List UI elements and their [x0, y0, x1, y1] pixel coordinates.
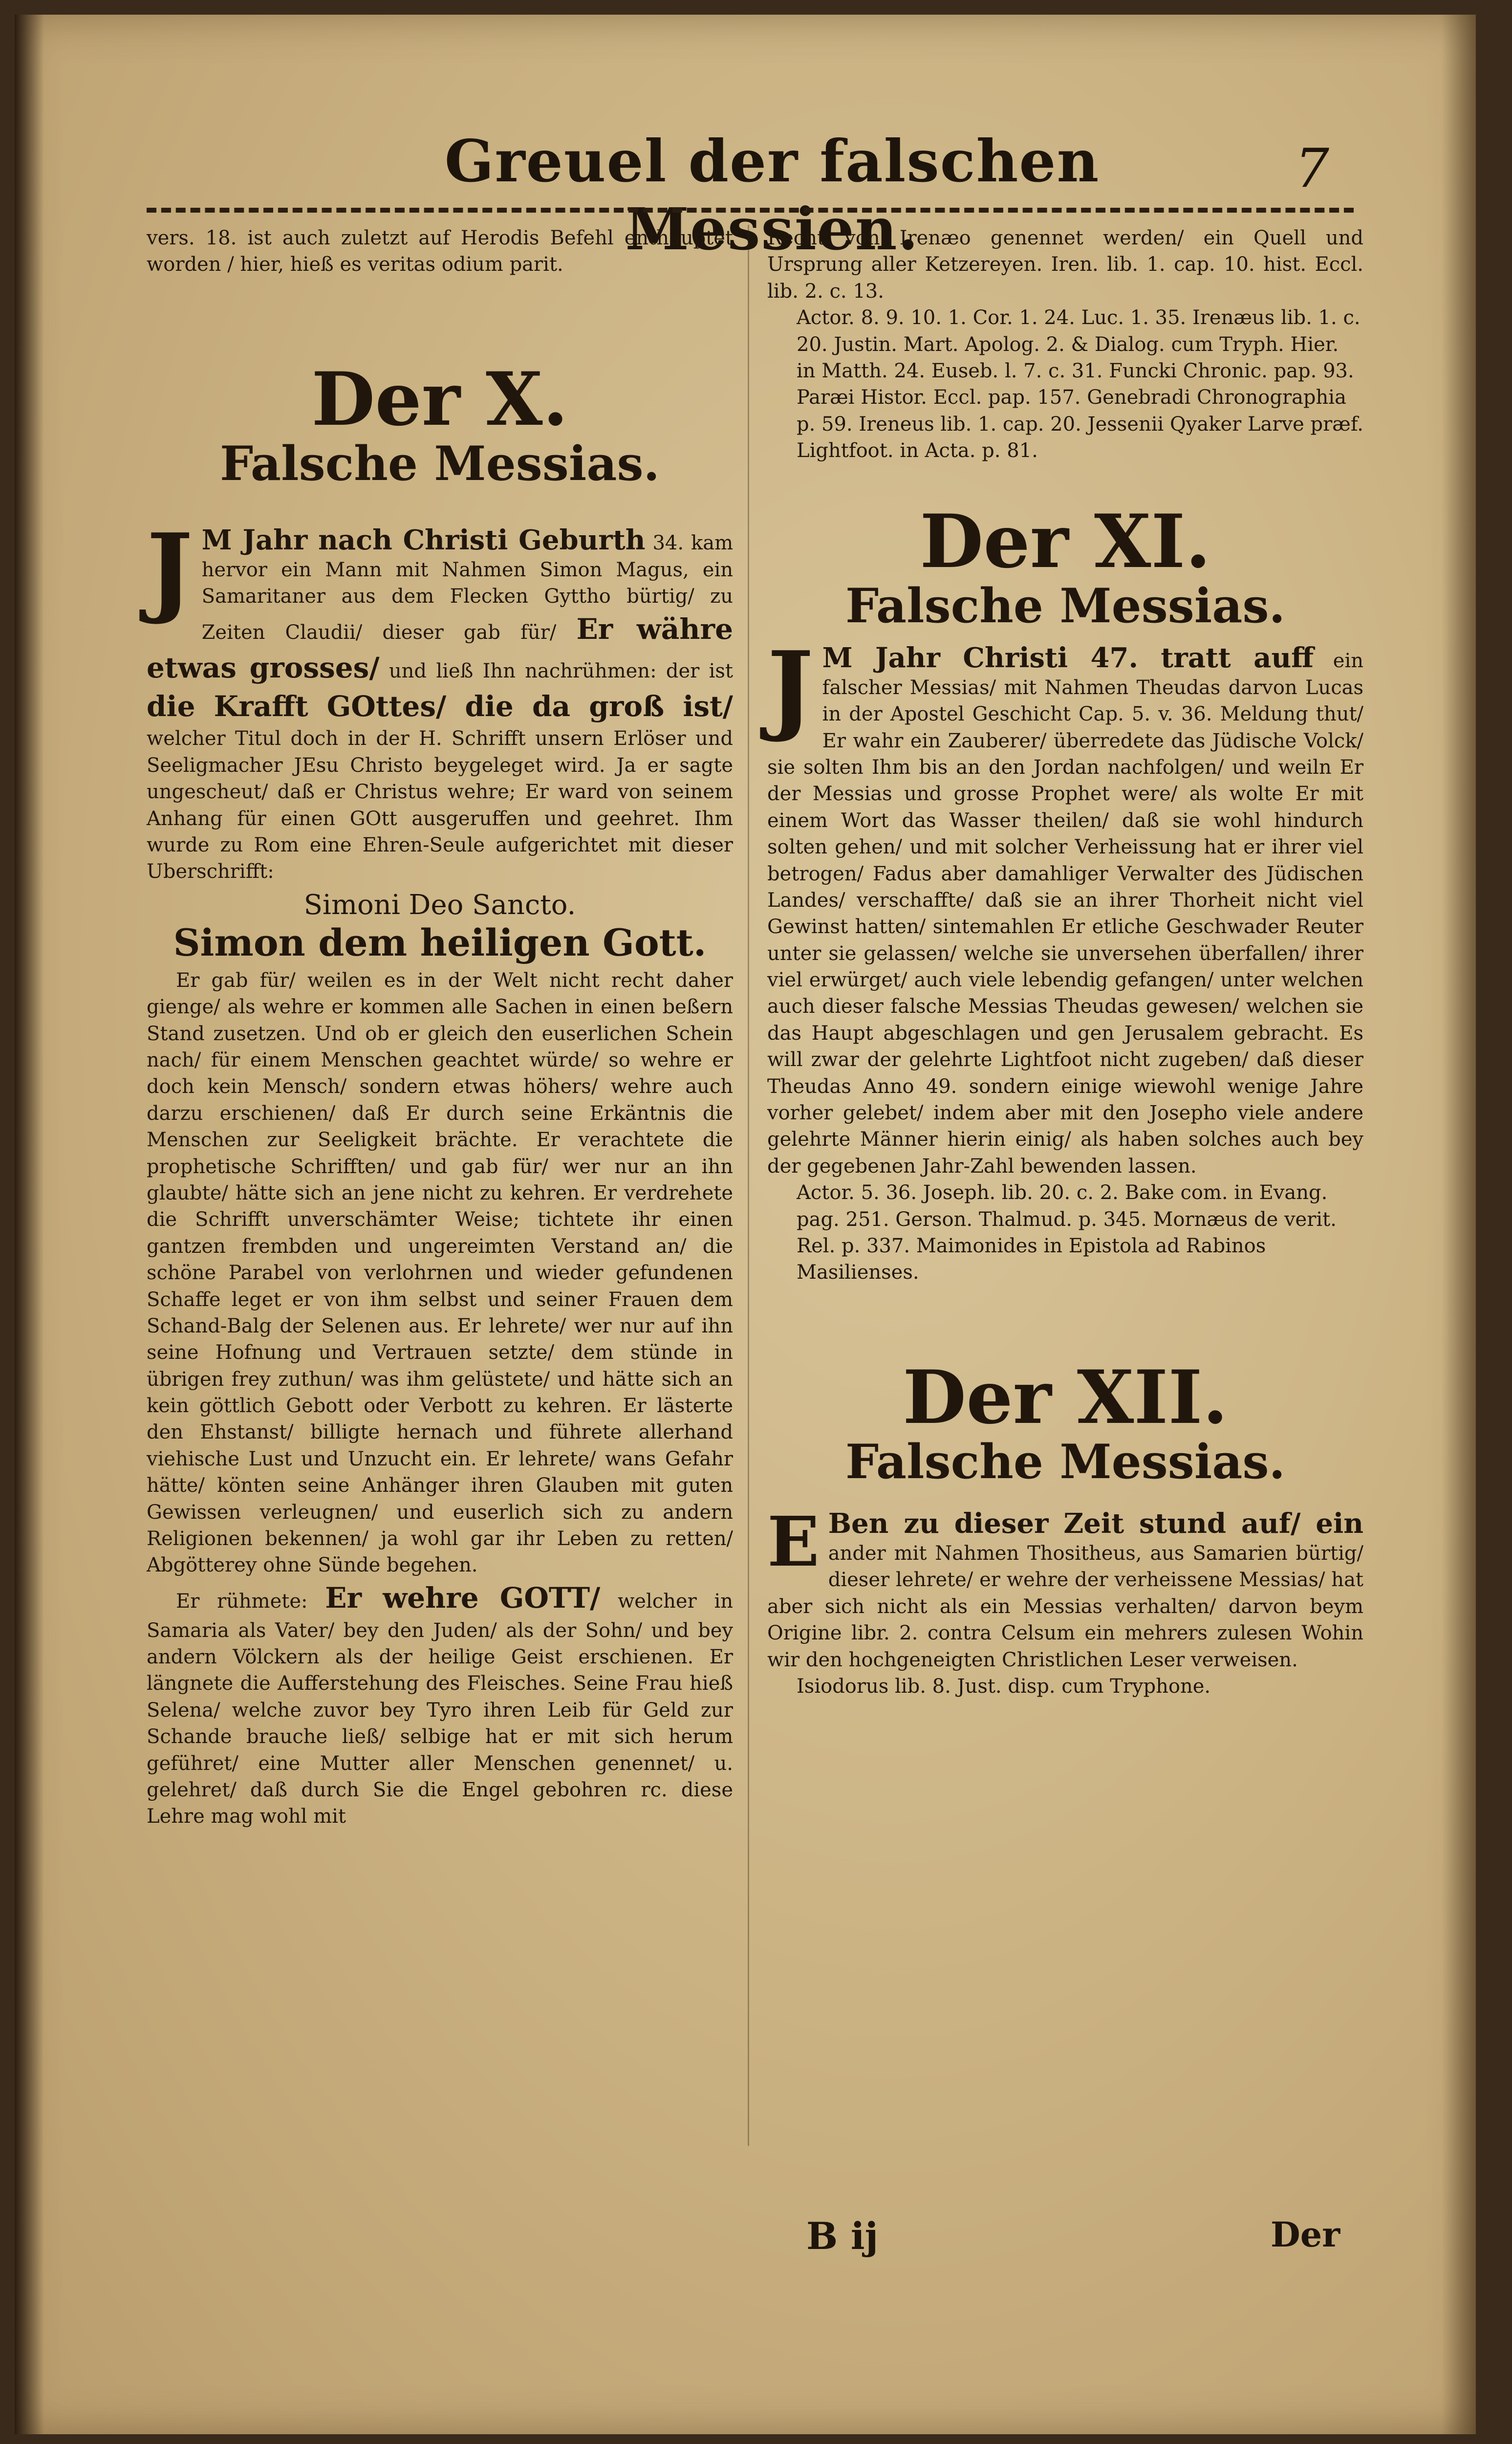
section-xii-paragraph — [767, 1502, 1363, 1673]
left-column — [147, 225, 733, 1830]
section-xi-paragraph — [767, 630, 1363, 1180]
section-xi-lead: M Jahr Christi 47. tratt auff — [822, 641, 1314, 674]
binding-gutter — [15, 15, 44, 2434]
section-xi-body: ein falscher Messias/ mit Nahmen Theudas darvon Lucas in der Apostel Geschicht Cap. 5. v. 36. Meldung thut/ Er wahr ein Zauberer/ überredete das Jüdische Volck/ sie solten Ihm bis an den Jordan nachfolgen/ und weiln Er der Messias und grosse Prophet were/ als wolte Er mit einem Wort das Wasser theilen/ daß sie wohl hindurch solten gehen/ und mit solcher Verheissung hat er ihrer viel betrogen/ Fadus aber damahliger Verwalter des Jüdischen Landes/ verschaffte/ daß sie an ihrer Thorheit nicht viel Gewinst hatten/ sintemahlen Er etliche Geschwader Reuter unter sie gelassen/ welche sie unversehen überfallen/ ihrer viel erwürget/ auch viele lebendig gefangen/ unter welchen auch dieser falsche Messias Theudas gewesen/ welchen sie das Haupt abgeschlagen und gen Jerusalem gebracht. Es will zwar der gelehrte Lightfoot nicht zugeben/ daß dieser Theudas Anno 49. sondern einige wiewohl wenige Jahre vorher gelebet/ indem aber mit den Josepho viele andere gelehrte Männer hierin einig/ als haben solches auch bey der gegebenen Jahr-Zahl bewenden lassen. — [767, 649, 1363, 1178]
section-x-number: Der X. — [311, 356, 568, 442]
catchword: Der — [1271, 2214, 1340, 2255]
header-rule — [147, 208, 1354, 213]
section-x-paragraph-3 — [147, 1579, 733, 1830]
section-xi-number: Der XI. — [920, 498, 1211, 585]
page-number: 7 — [1295, 137, 1329, 199]
section-x-dropcap: J — [147, 512, 193, 627]
section-x-text-a: 34. kam hervor ein Mann mit Nahmen Simon Magus, ein Samaritaner aus dem Flecken Gyttho bürtig/ zu Zeiten Claudii/ dieser gab für/ — [201, 531, 734, 644]
page-edge-shadow — [1442, 15, 1476, 2434]
section-xii-references: Isiodorus lib. 8. Just. disp. cum Tryphone. — [797, 1675, 1211, 1698]
section-xii-dropcap: E — [767, 1502, 820, 1582]
right-column — [767, 225, 1363, 1700]
section-x-emphasis-1: Er währe etwas grosses/ — [147, 612, 733, 684]
section-x-emphasis-3: Er wehre GOTT/ — [325, 1581, 601, 1615]
section-x-text-d: Er rühmete: — [176, 1590, 308, 1613]
section-xi-references: Actor. 5. 36. Joseph. lib. 20. c. 2. Bake com. in Evang. pag. 251. Gerson. Thalmud. p. 345. Mornæus de verit. Rel. p. 337. Maimonides in Epistola ad Rabinos Masilienses. — [797, 1181, 1337, 1284]
inscription-latin: Simoni Deo Sancto. — [303, 889, 576, 921]
continuation-text: Recht von Irenæo genennet werden/ ein Quell und Ursprung aller Ketzereyen. Iren. lib. 1. cap. 10. hist. Eccl. lib. 2. c. 13. — [767, 227, 1363, 303]
section-x-text-e: welcher in Samaria als Vater/ bey den Juden/ als der Sohn/ und bey andern Völckern als der heilige Geist erschienen. Er längnete die Aufferstehung des Fleisches. Seine Frau hieß Selena/ welche zuvor bey Tyro ihren Leib für Geld zur Schande brauche ließ/ selbige hat er mit sich herum geführet/ eine Mutter aller Menschen genennet/ u. gelehret/ daß durch Sie die Engel gebohren rc. diese Lehre mag wohl mit — [147, 1590, 733, 1828]
section-x-text-c: welcher Titul doch in der H. Schrifft unsern Erlöser und Seeligmacher JEsu Christo beygeleget wird. Ja er sagte ungescheut/ daß er Christus wehre; Er ward von seinem Anhang für einen GOtt ausgeruffen und geehret. Ihm wurde zu Rom eine Ehren-Seule aufgerichtet mit dieser Uberschrifft: — [147, 727, 733, 883]
section-x-paragraph-1 — [147, 512, 734, 885]
section-xii-lead: Ben zu dieser Zeit stund auf/ ein — [828, 1507, 1363, 1540]
section-xii-subtitle: Falsche Messias. — [845, 1434, 1285, 1490]
section-x-emphasis-2: die Krafft GOttes/ die da groß ist/ — [147, 689, 733, 723]
section-xii-body: ander mit Nahmen Thositheus, aus Samarien bürtig/ dieser lehrete/ er wehre der verheissene Messias/ hat aber sich nicht als ein Messias verhalten/ darvon beym Origine libr. 2. contra Celsum ein mehrers zulesen Wohin wir den hochgeneigten Christlichen Leser verweisen. — [767, 1542, 1363, 1671]
section-x-lead: M Jahr nach Christi Geburth — [201, 524, 646, 556]
section-xi-subtitle: Falsche Messias. — [845, 578, 1285, 634]
intro-text: vers. 18. ist auch zuletzt auf Herodis Befehl enthauptet worden / hier, hieß es veritas odium parit. — [147, 227, 733, 276]
inscription-german: Simon dem heiligen Gott. — [173, 920, 707, 964]
section-x-text-b: und ließ Ihn nachrühmen: der ist — [389, 659, 734, 682]
section-x-subtitle: Falsche Messias. — [220, 436, 660, 492]
column-divider — [748, 225, 749, 2146]
running-title: Greuel der falschen Messien. — [444, 127, 1100, 263]
section-x-paragraph-2: Er gab für/ weilen es in der Welt nicht recht daher gienge/ als wehre er kommen alle Sachen in einen beßern Stand zusetzen. Und ob er gleich den euserlichen Schein nach/ für einem Menschen geachtet würde/ so wehre er doch kein Mensch/ sondern etwas höhers/ wehre auch darzu erschienen/ daß Er durch seine Erkäntnis die Menschen zur Seeligkeit brächte. Er verachtete die prophetische Schrifften/ und gab für/ wer nur an ihn glaubte/ hätte sich an jene nicht zu kehren. Er verdrehete die Schrifft unverschämter Weise; tichtete ihr einen gantzen frembden und ungereimten Verstand an/ die schöne Parabel von verlohrnen und wieder gefundenen Schaffe leget er von ihm selbst und seiner Frauen dem Schand-Balg der Selenen aus. Er lehrete/ wer nur auf ihn seine Hofnung und Vertrauen setzte/ dem stünde in übrigen frey zuthun/ was ihm gelüstete/ und hätte sich an kein göttlich Gebott oder Verbott zu kehren. Er lästerte den Ehstanst/ billigte hernach und führete allerhand viehische Lust und Unzucht ein. Er lehrete/ wans Gefahr hätte/ könten seine Anhänger ihren Glauben mit guten Gewissen verleugnen/ und euserlich sich zu andern Religionen bekennen/ ja wohl gar ihr Leben zu retten/ Abgötterey ohne Sünde begehen. — [147, 969, 733, 1577]
book-page — [15, 15, 1476, 2434]
section-xi-dropcap: J — [767, 630, 814, 745]
signature-mark: B ij — [806, 2214, 879, 2258]
section-xii-number: Der XII. — [903, 1354, 1228, 1440]
section-x-references: Actor. 8. 9. 10. 1. Cor. 1. 24. Luc. 1. 35. Irenæus lib. 1. c. 20. Justin. Mart. Apolog. 2. & Dialog. cum Tryph. Hier. in Matth. 24. Euseb. l. 7. c. 31. Funcki Chronic. pap. 93. Paræi Histor. Eccl. pap. 157. Genebradi Chronographia p. 59. Ireneus lib. 1. cap. 20. Jessenii Qyaker Larve præf. Lightfoot. in Acta. p. 81. — [797, 306, 1363, 462]
